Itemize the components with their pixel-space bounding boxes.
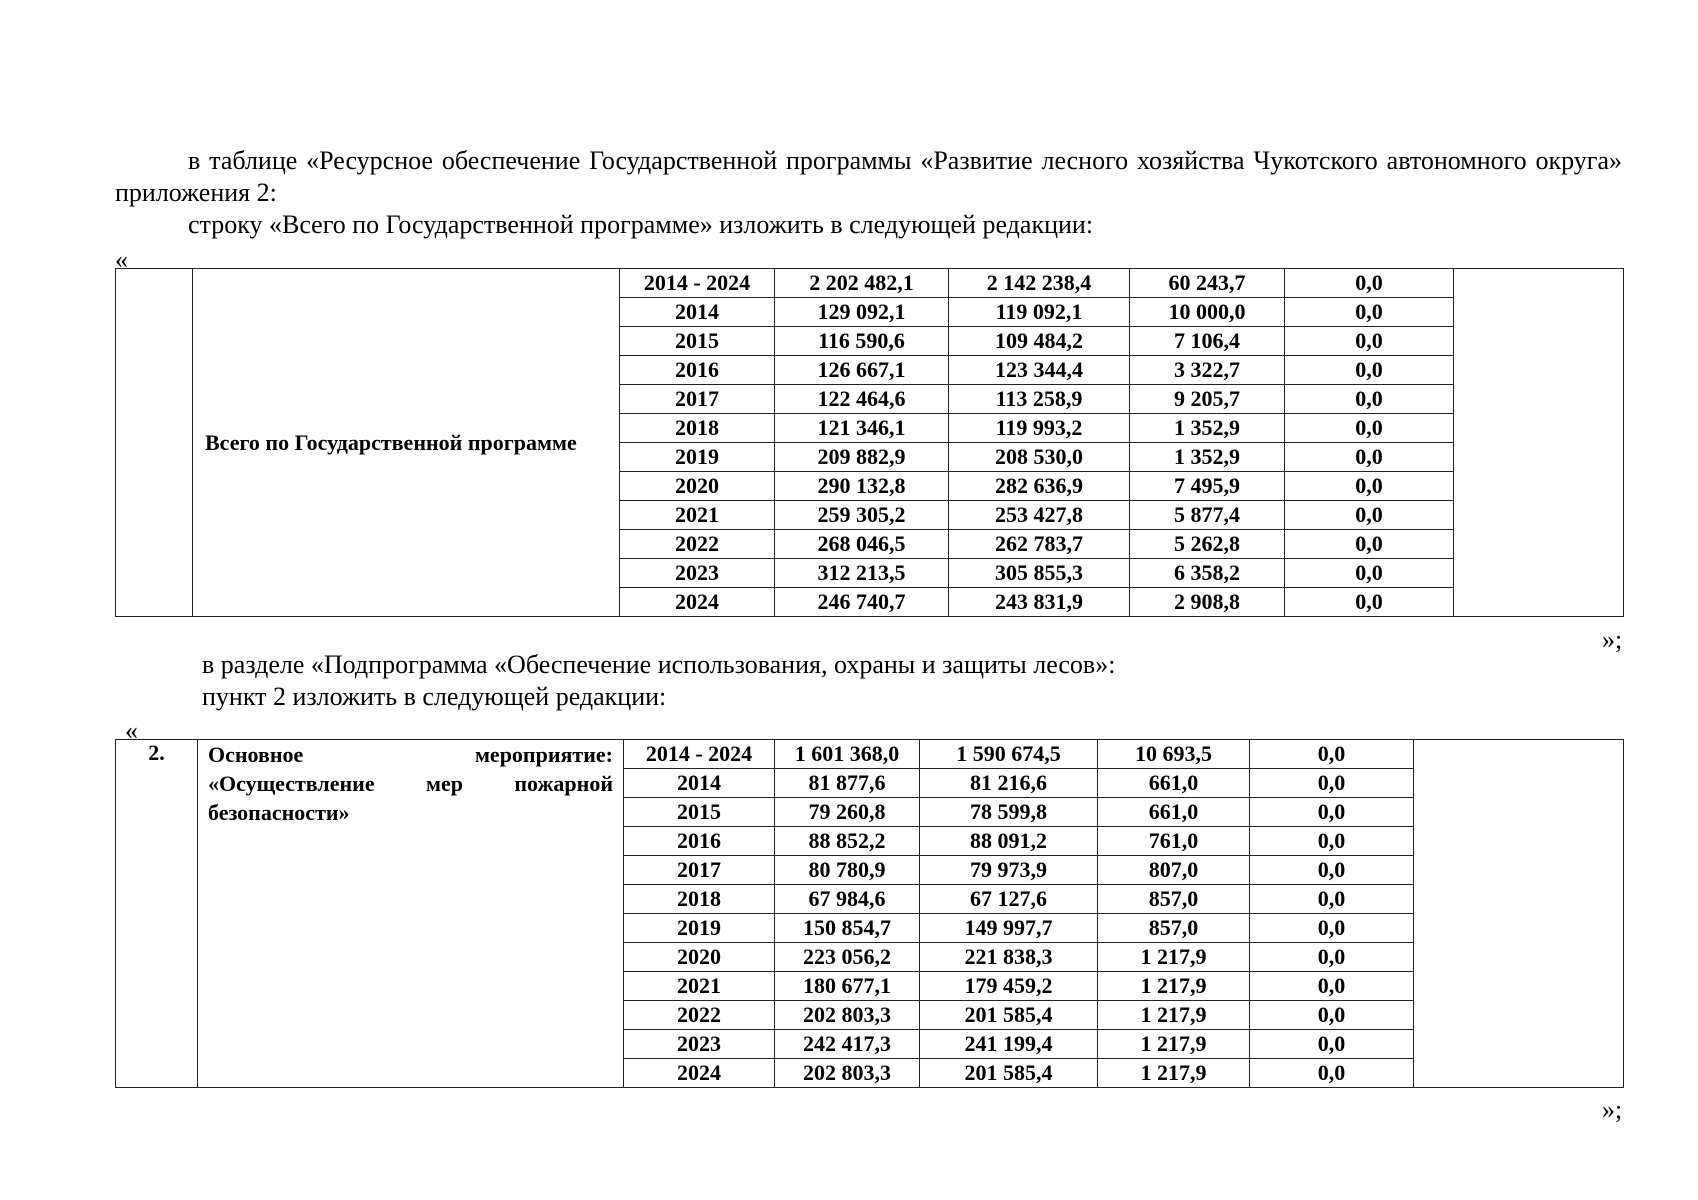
amount-cell: 0,0 <box>1285 269 1454 298</box>
period-cell: 2022 <box>620 530 775 559</box>
amount-cell: 1 590 674,5 <box>920 740 1098 769</box>
table-row <box>116 740 1624 769</box>
amount-cell: 1 217,9 <box>1098 1059 1250 1088</box>
amount-cell: 1 352,9 <box>1130 414 1285 443</box>
amount-cell: 1 217,9 <box>1098 1030 1250 1059</box>
amount-cell: 119 092,1 <box>949 298 1130 327</box>
amount-cell: 126 667,1 <box>775 356 949 385</box>
period-cell: 2019 <box>624 914 775 943</box>
amount-cell: 88 091,2 <box>920 827 1098 856</box>
amount-cell: 60 243,7 <box>1130 269 1285 298</box>
period-cell: 2016 <box>620 356 775 385</box>
amount-cell: 113 258,9 <box>949 385 1130 414</box>
amount-cell: 119 993,2 <box>949 414 1130 443</box>
amount-cell: 761,0 <box>1098 827 1250 856</box>
amount-cell: 312 213,5 <box>775 559 949 588</box>
period-cell: 2023 <box>620 559 775 588</box>
period-cell: 2024 <box>624 1059 775 1088</box>
period-cell: 2017 <box>624 856 775 885</box>
amount-cell: 0,0 <box>1285 501 1454 530</box>
amount-cell: 81 877,6 <box>775 769 920 798</box>
amount-cell: 0,0 <box>1285 559 1454 588</box>
amount-cell: 1 217,9 <box>1098 1001 1250 1030</box>
amount-cell: 1 217,9 <box>1098 943 1250 972</box>
intro-instruction: строку «Всего по Государственной программе» изложить в следующей редакции: <box>188 210 1094 239</box>
table1-resource-totals <box>115 268 1624 617</box>
amount-cell: 243 831,9 <box>949 588 1130 617</box>
amount-cell: 0,0 <box>1250 914 1414 943</box>
amount-cell: 10 693,5 <box>1098 740 1250 769</box>
amount-cell: 268 046,5 <box>775 530 949 559</box>
amount-cell: 0,0 <box>1250 885 1414 914</box>
period-cell: 2018 <box>624 885 775 914</box>
amount-cell: 807,0 <box>1098 856 1250 885</box>
amount-cell: 1 217,9 <box>1098 972 1250 1001</box>
amount-cell: 0,0 <box>1285 443 1454 472</box>
amount-cell: 109 484,2 <box>949 327 1130 356</box>
amount-cell: 123 344,4 <box>949 356 1130 385</box>
document-page <box>115 0 1622 1200</box>
period-cell: 2020 <box>620 472 775 501</box>
row-label-cell: Основное мероприятие: «Осуществление мер пожарной безопасности» <box>198 740 624 1088</box>
period-cell: 2014 <box>620 298 775 327</box>
amount-cell: 10 000,0 <box>1130 298 1285 327</box>
table2-close-quote: »; <box>1602 1095 1623 1124</box>
amount-cell: 3 322,7 <box>1130 356 1285 385</box>
table1-open-quote: « <box>115 245 128 274</box>
period-cell: 2024 <box>620 588 775 617</box>
amount-cell: 0,0 <box>1250 740 1414 769</box>
amount-cell: 259 305,2 <box>775 501 949 530</box>
amount-cell: 208 530,0 <box>949 443 1130 472</box>
period-cell: 2020 <box>624 943 775 972</box>
period-cell: 2014 - 2024 <box>620 269 775 298</box>
table-row <box>116 269 1624 298</box>
amount-cell: 201 585,4 <box>920 1059 1098 1088</box>
amount-cell: 0,0 <box>1250 856 1414 885</box>
amount-cell: 67 127,6 <box>920 885 1098 914</box>
amount-cell: 223 056,2 <box>775 943 920 972</box>
amount-cell: 857,0 <box>1098 885 1250 914</box>
amount-cell: 661,0 <box>1098 798 1250 827</box>
amount-cell: 246 740,7 <box>775 588 949 617</box>
row-label-cell: Всего по Государственной программе <box>193 269 620 617</box>
period-cell: 2019 <box>620 443 775 472</box>
amount-cell: 0,0 <box>1285 530 1454 559</box>
amount-cell: 7 495,9 <box>1130 472 1285 501</box>
period-cell: 2021 <box>620 501 775 530</box>
amount-cell: 1 352,9 <box>1130 443 1285 472</box>
period-cell: 2022 <box>624 1001 775 1030</box>
amount-cell: 116 590,6 <box>775 327 949 356</box>
period-cell: 2014 - 2024 <box>624 740 775 769</box>
empty-cell <box>116 269 193 617</box>
amount-cell: 0,0 <box>1250 769 1414 798</box>
intro-paragraph: в таблице «Ресурсное обеспечение Государственной программы «Развитие лесного хозяйства Чукотского автономного округа» приложения 2: <box>115 146 1622 207</box>
period-cell: 2017 <box>620 385 775 414</box>
amount-cell: 0,0 <box>1285 385 1454 414</box>
period-cell: 2023 <box>624 1030 775 1059</box>
middle-instruction: пункт 2 изложить в следующей редакции: <box>202 682 667 711</box>
amount-cell: 0,0 <box>1285 414 1454 443</box>
amount-cell: 0,0 <box>1250 943 1414 972</box>
amount-cell: 67 984,6 <box>775 885 920 914</box>
amount-cell: 0,0 <box>1285 588 1454 617</box>
amount-cell: 0,0 <box>1250 1059 1414 1088</box>
period-cell: 2014 <box>624 769 775 798</box>
table2-open-quote: « <box>125 716 138 745</box>
amount-cell: 0,0 <box>1250 798 1414 827</box>
amount-cell: 661,0 <box>1098 769 1250 798</box>
amount-cell: 0,0 <box>1250 972 1414 1001</box>
amount-cell: 305 855,3 <box>949 559 1130 588</box>
amount-cell: 209 882,9 <box>775 443 949 472</box>
amount-cell: 0,0 <box>1285 472 1454 501</box>
amount-cell: 290 132,8 <box>775 472 949 501</box>
amount-cell: 262 783,7 <box>949 530 1130 559</box>
amount-cell: 129 092,1 <box>775 298 949 327</box>
empty-cell <box>1454 269 1624 617</box>
amount-cell: 0,0 <box>1250 1001 1414 1030</box>
amount-cell: 0,0 <box>1285 298 1454 327</box>
amount-cell: 78 599,8 <box>920 798 1098 827</box>
amount-cell: 253 427,8 <box>949 501 1130 530</box>
amount-cell: 81 216,6 <box>920 769 1098 798</box>
amount-cell: 7 106,4 <box>1130 327 1285 356</box>
amount-cell: 179 459,2 <box>920 972 1098 1001</box>
amount-cell: 1 601 368,0 <box>775 740 920 769</box>
amount-cell: 0,0 <box>1250 1030 1414 1059</box>
table1-close-quote: »; <box>1602 625 1623 654</box>
amount-cell: 2 202 482,1 <box>775 269 949 298</box>
amount-cell: 282 636,9 <box>949 472 1130 501</box>
amount-cell: 202 803,3 <box>775 1001 920 1030</box>
middle-section-paragraph: в разделе «Подпрограмма «Обеспечение использования, охраны и защиты лесов»: <box>202 650 1116 679</box>
amount-cell: 242 417,3 <box>775 1030 920 1059</box>
period-cell: 2021 <box>624 972 775 1001</box>
amount-cell: 5 877,4 <box>1130 501 1285 530</box>
amount-cell: 241 199,4 <box>920 1030 1098 1059</box>
amount-cell: 2 908,8 <box>1130 588 1285 617</box>
amount-cell: 202 803,3 <box>775 1059 920 1088</box>
amount-cell: 121 346,1 <box>775 414 949 443</box>
amount-cell: 5 262,8 <box>1130 530 1285 559</box>
amount-cell: 150 854,7 <box>775 914 920 943</box>
amount-cell: 79 973,9 <box>920 856 1098 885</box>
amount-cell: 221 838,3 <box>920 943 1098 972</box>
empty-cell <box>1414 740 1624 1088</box>
amount-cell: 857,0 <box>1098 914 1250 943</box>
amount-cell: 122 464,6 <box>775 385 949 414</box>
period-cell: 2016 <box>624 827 775 856</box>
amount-cell: 88 852,2 <box>775 827 920 856</box>
amount-cell: 0,0 <box>1285 356 1454 385</box>
amount-cell: 2 142 238,4 <box>949 269 1130 298</box>
table2-fire-safety-measures <box>115 739 1624 1088</box>
period-cell: 2018 <box>620 414 775 443</box>
amount-cell: 80 780,9 <box>775 856 920 885</box>
amount-cell: 149 997,7 <box>920 914 1098 943</box>
amount-cell: 0,0 <box>1250 827 1414 856</box>
amount-cell: 9 205,7 <box>1130 385 1285 414</box>
period-cell: 2015 <box>624 798 775 827</box>
amount-cell: 0,0 <box>1285 327 1454 356</box>
amount-cell: 6 358,2 <box>1130 559 1285 588</box>
row-number-cell: 2. <box>116 740 198 1088</box>
amount-cell: 180 677,1 <box>775 972 920 1001</box>
amount-cell: 201 585,4 <box>920 1001 1098 1030</box>
period-cell: 2015 <box>620 327 775 356</box>
amount-cell: 79 260,8 <box>775 798 920 827</box>
